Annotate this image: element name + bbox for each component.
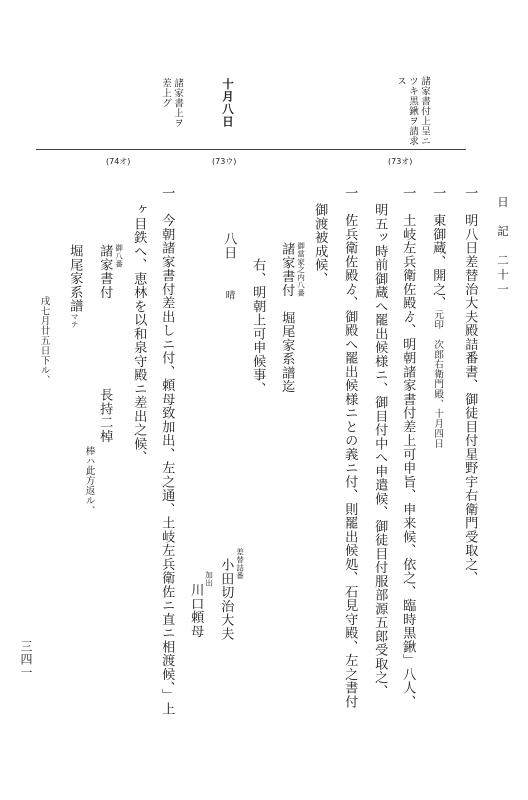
margin-note-request: 諸家書付上呈ニツキ黒鍬ヲ請求ス — [395, 76, 430, 146]
entry-line-10: 一 今朝諸家書付差出しニ付、頼母致加出、左之通、土岐左兵衛佐ニ直ニ相渡候、」上 — [159, 186, 175, 716]
entry-line-4: 明五ッ時前御蔵へ罷出候様ニ、御目付中へ申遣候、御徒目付服部源五郎受取之、 — [372, 203, 388, 698]
entry-line-13 — [68, 244, 81, 328]
entry-line-13-tail: 長持二棹 — [97, 388, 113, 443]
entry-line-11: ヶ目鉄へ、恵林を以和泉守殿ニ差出之候、 — [131, 203, 147, 465]
entry-line-12: 諸家書付 — [97, 244, 113, 299]
page-number: 三四一 — [19, 640, 33, 679]
folio-ref-73b: (73ウ) — [212, 157, 237, 166]
entry-line-2-text: 一 東御蔵、開之、 — [430, 186, 446, 310]
sig-name-2: 川口頼母 — [188, 583, 204, 638]
entry-line-7: 諸家書付 堀尾家系譜迄 — [279, 242, 295, 394]
entry-line-1: 一 明八日差替治大夫殿詰番書、御徒目付星野宇右衛門受取之、 — [462, 186, 478, 585]
sig-role-1: 差替詰番 — [235, 548, 245, 580]
entry-weather: 晴 — [223, 290, 235, 300]
margin-note-submit: 諸家書上ヲ差上グ — [160, 78, 183, 128]
folio-ref-74a: (74オ) — [106, 157, 131, 166]
running-title: 日 記 二十一 — [496, 196, 510, 298]
entry-line-13-sup: マテ — [70, 312, 80, 329]
sig-role-2: 加出 — [204, 571, 214, 587]
entry-line-7-prefix: 御當家之内八番 — [296, 242, 306, 297]
entry-line-12-prefix: 御八番 — [114, 244, 124, 268]
entry-line-6: 御渡被成候、 — [312, 203, 328, 286]
entry-line-2 — [431, 186, 444, 448]
entry-day-heading: 八日 — [221, 232, 237, 260]
entry-line-8: 右、明朝上可申候事、 — [250, 258, 266, 396]
entry-line-5: 一 佐兵衛佐殿ゟ、御殿へ罷出候様ニとの義ニ付、則罷出候処、石見守殿、左之書付 — [342, 186, 358, 709]
sig-name-1: 小田切治大夫 — [218, 558, 234, 641]
entry-line-3: 一 土岐左兵衛佐殿ゟ、明朝諸家書付差上可申旨、申来候、依之、臨時黒鍬」八人、 — [400, 186, 416, 709]
header-rule — [36, 149, 466, 150]
entry-line-2-note: 元印 次郎右衛門殿、十月四日 — [432, 309, 444, 449]
margin-date-heading: 十月八日 — [221, 78, 235, 128]
entry-line-13-note: 棒ハ此方返ル、 — [83, 446, 95, 516]
entry-line-13-text: 堀尾家系譜 — [67, 244, 83, 313]
folio-ref-73a: (73オ) — [388, 157, 413, 166]
entry-line-14: 戌七月廿五日下ル、 — [38, 296, 50, 386]
